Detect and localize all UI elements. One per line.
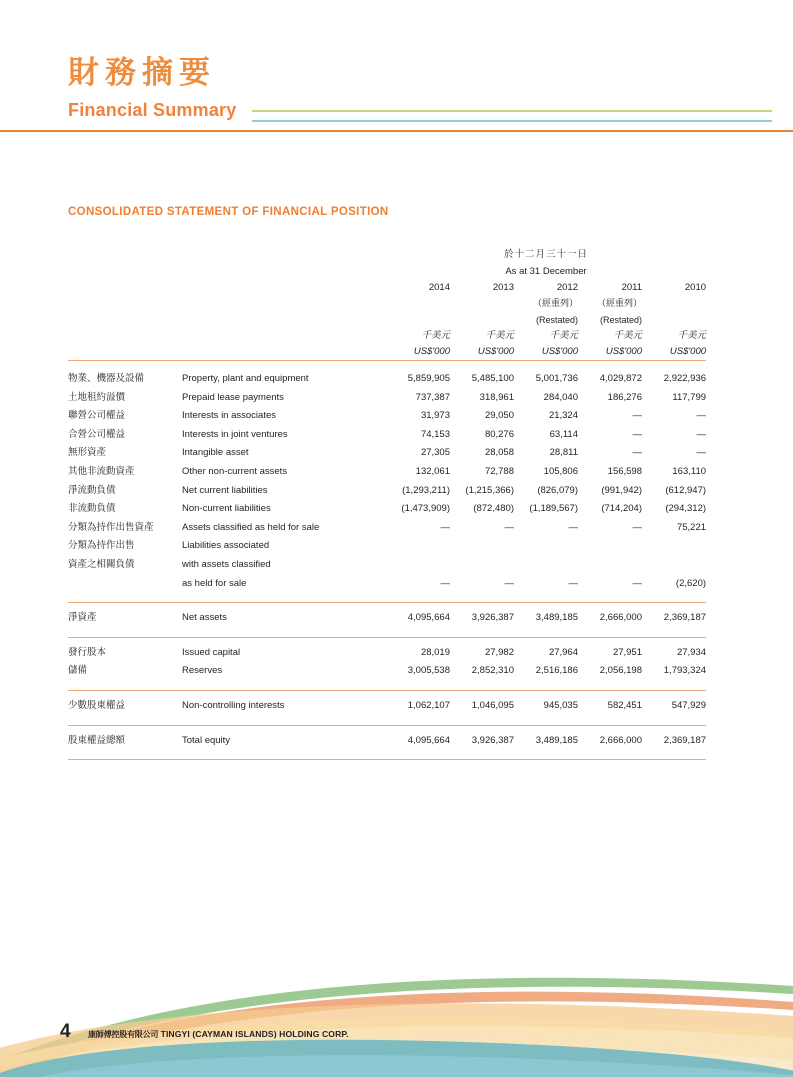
row-value: 1,062,107	[407, 699, 450, 711]
row-value: (714,204)	[601, 503, 642, 515]
spacer-cell	[68, 263, 182, 280]
row-value: —	[696, 428, 707, 440]
row-value: (826,079)	[537, 484, 578, 496]
row-value: 547,929	[671, 699, 707, 711]
row-value: 5,485,100	[471, 373, 514, 384]
row-label-cn: 聯營公司權益	[68, 410, 126, 422]
row-label-en: Net assets	[182, 612, 227, 624]
row-label-cn: 物業、機器及設備	[68, 373, 145, 384]
header-rule-blue	[252, 120, 772, 122]
row-value: 74,153	[420, 428, 450, 440]
spacer-cell	[68, 328, 182, 344]
row-label-cn: 非流動負債	[68, 503, 116, 515]
row-value: 28,058	[484, 447, 514, 459]
currency-en-2012: US$'000	[514, 344, 578, 361]
row-label-cn: 土地租約溢價	[68, 391, 126, 403]
table-spacer	[68, 361, 706, 371]
row-value: 27,305	[420, 447, 450, 459]
row-label-cn: 合營公司權益	[68, 428, 126, 440]
section-title: CONSOLIDATED STATEMENT OF FINANCIAL POSITION	[68, 206, 389, 218]
row-value: 28,019	[420, 646, 450, 658]
row-value: 117,799	[672, 391, 707, 403]
row-value: (612,947)	[665, 484, 707, 496]
row-value: 31,973	[420, 410, 450, 422]
row-value: 186,276	[607, 391, 642, 403]
table-header-period-cn	[68, 246, 706, 263]
currency-en-2014: US$'000	[386, 344, 450, 361]
table-rule-before-nci	[68, 681, 706, 691]
spacer-cell	[182, 328, 386, 344]
row-value: 27,934	[676, 646, 707, 658]
row-label-en: Other non-current assets	[182, 465, 288, 477]
table-row	[68, 519, 706, 538]
period-heading-english: As at 31 December	[505, 266, 587, 277]
spacer-cell	[182, 312, 386, 328]
row-value: 2,369,187	[663, 612, 707, 624]
row-label-en: Interests in associates	[182, 410, 276, 422]
row-value: 3,005,538	[407, 665, 450, 677]
row-value: 2,666,000	[599, 612, 642, 624]
row-value: —	[632, 447, 642, 459]
row-value: —	[440, 577, 450, 589]
spacer-cell	[68, 246, 182, 263]
row-value: 4,029,872	[599, 373, 642, 384]
row-value: 29,050	[484, 410, 514, 422]
row-label-en: as held for sale	[182, 577, 247, 589]
page-header	[0, 0, 793, 140]
row-value: 72,788	[484, 465, 514, 477]
row-label-cn: 股東權益總額	[68, 734, 126, 746]
page-title-english: Financial Summary	[68, 100, 237, 120]
row-label-cn: 發行股本	[68, 646, 107, 658]
row-value	[578, 556, 642, 575]
row-value	[514, 537, 578, 556]
row-value: 582,451	[607, 699, 642, 711]
row-value	[386, 556, 450, 575]
row-value	[642, 556, 706, 575]
row-label-cn	[68, 575, 182, 594]
table-header-currency-cn	[68, 328, 706, 344]
row-value: —	[568, 577, 578, 589]
restated-cn-2012: （經重列）	[532, 299, 578, 309]
row-value: (2,620)	[675, 577, 707, 589]
row-value	[642, 537, 706, 556]
spacer-cell	[182, 344, 386, 361]
row-value: —	[632, 410, 642, 422]
financial-position-table	[68, 246, 706, 760]
table-header-currency-en	[68, 344, 706, 361]
page-title-chinese: 財務摘要	[68, 55, 216, 91]
row-value: (1,473,909)	[401, 503, 450, 515]
currency-cn-2012: 千美元	[549, 330, 578, 341]
currency-cn-2013: 千美元	[485, 330, 514, 341]
row-label-en: Non-controlling interests	[182, 699, 285, 711]
table-row	[68, 482, 706, 501]
row-value: 156,598	[607, 465, 642, 477]
row-value: 3,926,387	[471, 734, 514, 746]
table-row	[68, 444, 706, 463]
row-value: (294,312)	[665, 503, 707, 515]
row-label-cn: 少數股東權益	[68, 699, 126, 711]
currency-en-2011: US$'000	[578, 344, 642, 361]
row-value: 1,793,324	[663, 665, 707, 677]
row-label-cn: 分類為持作出售資產	[68, 521, 154, 533]
spacer-cell	[182, 246, 386, 263]
row-value: —	[696, 410, 707, 422]
table-row-issued-capital	[68, 644, 706, 663]
row-value: 945,035	[543, 699, 578, 711]
row-value: 737,387	[415, 391, 450, 403]
row-value: 63,114	[549, 428, 578, 440]
table-header-restated-en	[68, 312, 706, 328]
wave-graphic-svg	[0, 942, 793, 1077]
restated-en-2012: (Restated)	[535, 315, 578, 325]
period-heading-chinese: 於十二月三十一日	[504, 249, 589, 260]
column-header-year-2012: 2012	[556, 282, 578, 293]
row-value: 284,040	[543, 391, 578, 403]
row-value: 2,922,936	[663, 373, 707, 384]
restated-en-2010	[642, 312, 706, 328]
row-label-cn: 資產之相關負債	[68, 558, 135, 570]
row-value: (991,942)	[601, 484, 642, 496]
table-row	[68, 575, 706, 594]
spacer-cell	[182, 296, 386, 312]
row-value: 105,806	[543, 465, 578, 477]
row-label-en: Interests in joint ventures	[182, 428, 288, 440]
header-rule-orange	[0, 130, 793, 132]
spacer-cell	[182, 280, 386, 296]
row-value: 28,811	[549, 447, 578, 459]
table-row	[68, 463, 706, 482]
row-value: 4,095,664	[407, 612, 450, 624]
table-header-years	[68, 280, 706, 296]
table-row-total-equity	[68, 732, 706, 751]
spacer-cell	[68, 312, 182, 328]
table-rule-bottom	[68, 750, 706, 760]
row-label-en: Issued capital	[182, 646, 241, 658]
row-value: —	[632, 521, 642, 533]
row-value: 1,046,095	[471, 699, 514, 711]
row-value: —	[632, 428, 642, 440]
restated-en-2014	[386, 312, 450, 328]
table-row	[68, 426, 706, 445]
footer-company-name-chinese: 康師傅控股有限公司	[88, 1030, 159, 1039]
row-label-cn: 儲備	[68, 665, 88, 677]
row-label-cn: 其他非流動資產	[68, 465, 135, 477]
row-value: —	[504, 521, 514, 533]
row-value: 163,110	[672, 465, 707, 477]
footer-decorative-waves	[0, 942, 793, 1077]
spacer-cell	[68, 344, 182, 361]
row-value	[450, 556, 514, 575]
row-value: —	[632, 577, 642, 589]
row-value: 5,859,905	[407, 373, 450, 384]
row-value: 2,516,186	[535, 665, 578, 677]
table-row	[68, 389, 706, 408]
row-value: 3,489,185	[535, 612, 578, 624]
row-value: —	[568, 521, 578, 533]
row-value: (1,293,211)	[402, 484, 450, 496]
row-label-en: Non-current liabilities	[182, 503, 271, 515]
currency-en-2013: US$'000	[450, 344, 514, 361]
column-header-year-2010: 2010	[684, 282, 707, 293]
row-value: 3,489,185	[535, 734, 578, 746]
row-value: 27,982	[484, 646, 514, 658]
table-row-reserves	[68, 662, 706, 681]
page-number: 4	[60, 1021, 71, 1042]
row-value: (1,215,366)	[465, 484, 514, 496]
row-value: (872,480)	[473, 503, 514, 515]
table-row	[68, 500, 706, 519]
row-value: 2,056,198	[599, 665, 642, 677]
row-value: 3,926,387	[471, 612, 514, 624]
restated-en-2013	[450, 312, 514, 328]
table-header-restated-cn	[68, 296, 706, 312]
spacer-cell	[68, 296, 182, 312]
row-label-en: Net current liabilities	[182, 484, 268, 496]
table-row-net-assets	[68, 609, 706, 628]
row-value: 2,666,000	[599, 734, 642, 746]
table-row	[68, 370, 706, 389]
row-label-en: Property, plant and equipment	[182, 373, 309, 384]
row-value: —	[696, 447, 707, 459]
row-value: 318,961	[479, 391, 514, 403]
row-value: 5,001,736	[535, 373, 578, 384]
row-value: 27,964	[548, 646, 578, 658]
restated-cn-2014	[386, 296, 450, 312]
row-label-en: Total equity	[182, 734, 231, 746]
row-label-en: with assets classified	[182, 558, 271, 570]
row-value: 4,095,664	[407, 734, 450, 746]
row-label-cn: 淨資產	[68, 612, 97, 624]
table-rule-after-net-assets	[68, 628, 706, 638]
row-value: —	[440, 521, 450, 533]
restated-cn-2011: （經重列）	[596, 299, 642, 309]
row-value	[514, 556, 578, 575]
row-label-en: Assets classified as held for sale	[182, 521, 320, 533]
row-value: (1,189,567)	[529, 503, 578, 515]
header-rule-green	[252, 110, 772, 112]
currency-cn-2011: 千美元	[613, 330, 642, 341]
row-value: 2,852,310	[471, 665, 514, 677]
table-row	[68, 556, 706, 575]
row-value: 2,369,187	[663, 734, 707, 746]
row-label-en: Reserves	[182, 665, 223, 677]
row-value: —	[504, 577, 514, 589]
table-header-period-en	[68, 263, 706, 280]
table-rule-before-total-equity	[68, 716, 706, 726]
column-header-year-2011: 2011	[621, 282, 642, 293]
currency-cn-2014: 千美元	[421, 330, 450, 341]
column-header-year-2014: 2014	[428, 282, 450, 293]
row-value	[450, 537, 514, 556]
row-value	[578, 537, 642, 556]
row-value: 80,276	[484, 428, 514, 440]
row-value: 132,061	[415, 465, 450, 477]
currency-en-2010: US$'000	[642, 344, 706, 361]
row-label-en: Prepaid lease payments	[182, 391, 284, 403]
row-value: 75,221	[676, 521, 707, 533]
currency-cn-2010: 千美元	[677, 330, 707, 341]
row-label-cn: 分類為持作出售	[68, 540, 135, 552]
row-label-en: Intangible asset	[182, 447, 249, 459]
table-row	[68, 537, 706, 556]
footer-company-name-english: TINGYI (CAYMAN ISLANDS) HOLDING CORP.	[160, 1029, 349, 1039]
row-value: 21,324	[548, 410, 578, 422]
spacer-cell	[68, 280, 182, 296]
column-header-year-2013: 2013	[492, 282, 514, 293]
row-label-cn: 無形資產	[68, 447, 107, 459]
restated-en-2011: (Restated)	[599, 315, 642, 325]
row-value	[386, 537, 450, 556]
row-value: 27,951	[612, 646, 642, 658]
spacer-cell	[182, 263, 386, 280]
table-rule-before-net-assets	[68, 593, 706, 603]
table-row	[68, 407, 706, 426]
row-label-cn: 淨流動負債	[68, 484, 116, 496]
footer-company-name	[88, 1030, 349, 1039]
row-label-en: Liabilities associated	[182, 540, 270, 552]
restated-cn-2013	[450, 296, 514, 312]
table-row-non-controlling-interests	[68, 697, 706, 716]
restated-cn-2010	[642, 296, 706, 312]
